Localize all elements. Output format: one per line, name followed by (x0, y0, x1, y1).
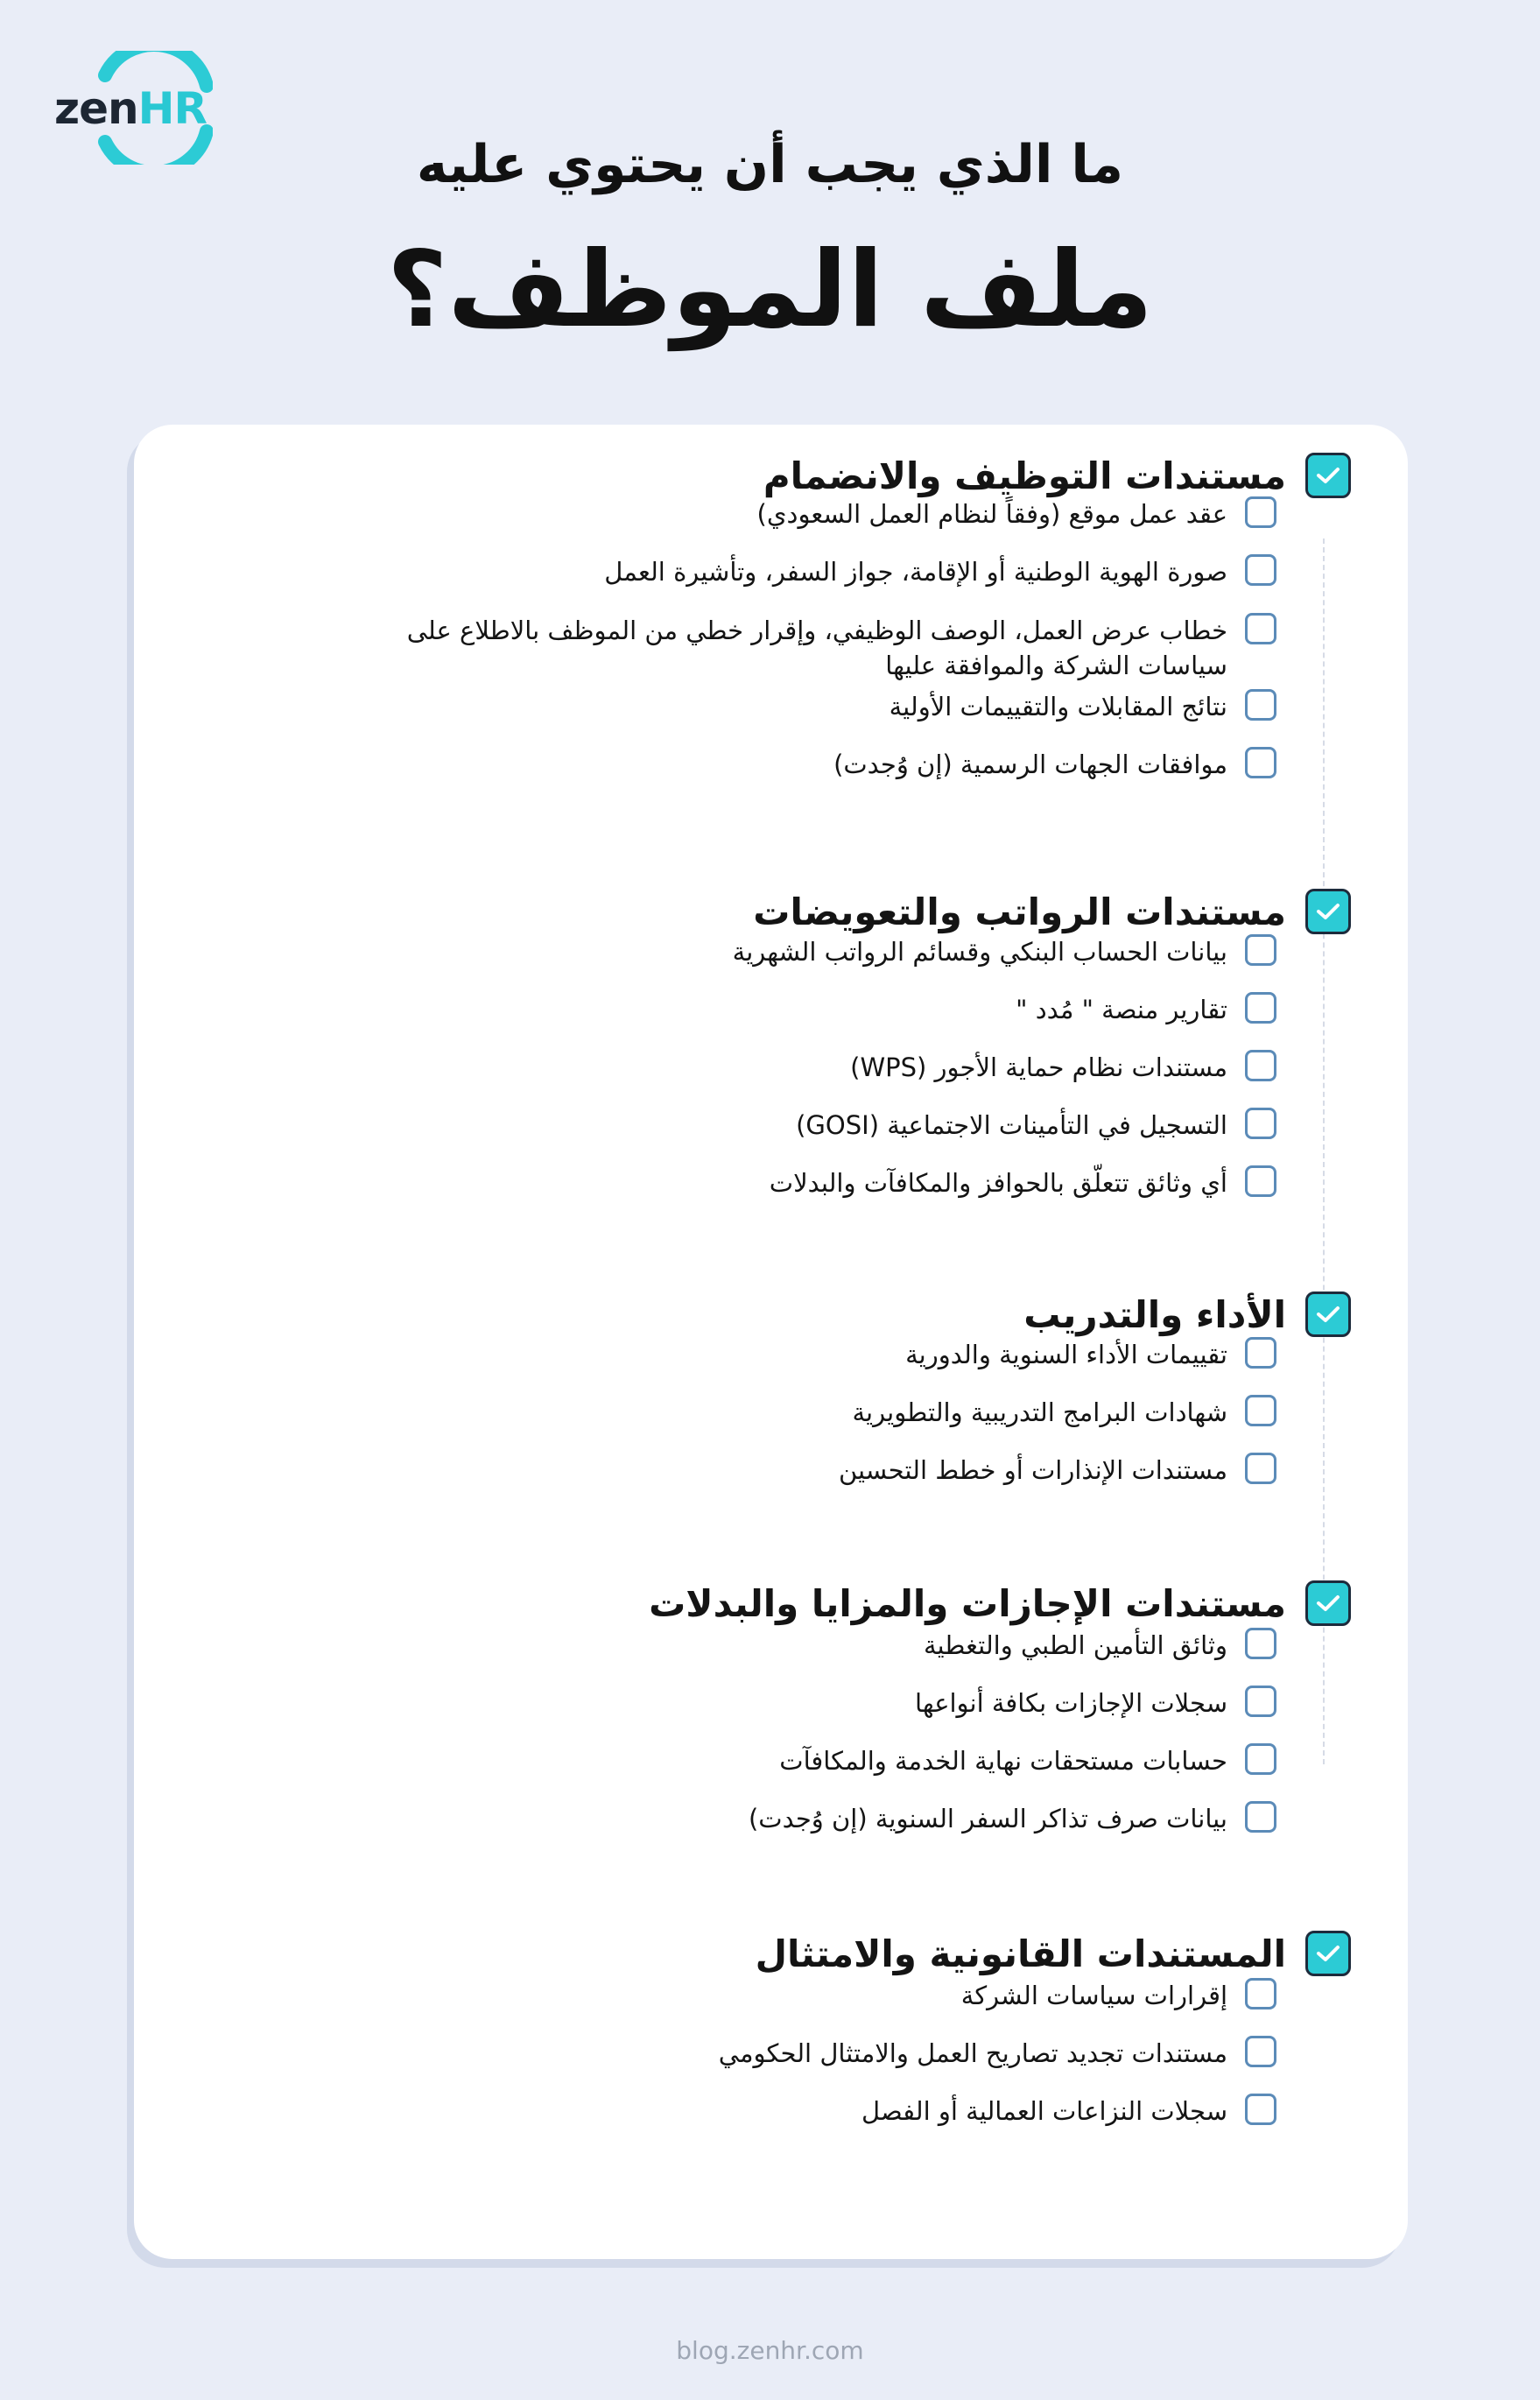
checklist-item[interactable] (850, 1050, 1276, 1085)
item-label: شهادات البرامج التدريبية والتطويرية (852, 1397, 1227, 1427)
section-header (756, 1929, 1351, 1978)
checklist-item[interactable] (905, 1337, 1276, 1372)
checklist-item[interactable] (604, 554, 1276, 589)
item-label: خطاب عرض العمل، الوصف الوظيفي، وإقرار خطي من الموظف بالاطلاع على سياسات الشركة والموافقة عليها (406, 616, 1227, 680)
section-title: المستندات القانونية والامتثال (755, 1932, 1286, 1975)
checklist-item[interactable] (733, 934, 1276, 969)
item-checkbox[interactable] (1245, 934, 1276, 966)
item-checkbox[interactable] (1245, 554, 1276, 586)
logo-prefix: zen (54, 83, 138, 134)
section-title: الأداء والتدريب (1023, 1292, 1286, 1336)
item-label: مستندات نظام حماية الأجور (WPS) (850, 1052, 1227, 1082)
item-label: صورة الهوية الوطنية أو الإقامة، جواز السفر، وتأشيرة العمل (604, 557, 1227, 587)
section-checkbox-checked-icon[interactable] (1305, 889, 1351, 934)
item-label: مستندات الإنذارات أو خطط التحسين (838, 1455, 1227, 1485)
checklist-item[interactable] (915, 1686, 1276, 1721)
item-checkbox[interactable] (1245, 1686, 1276, 1717)
footer-url[interactable]: blog.zenhr.com (676, 2336, 864, 2365)
item-label: أي وثائق تتعلّق بالحوافز والمكافآت والبدلات (769, 1168, 1227, 1198)
item-label: موافقات الجهات الرسمية (إن وُجدت) (833, 750, 1227, 779)
item-label: إقرارات سياسات الشركة (960, 1981, 1227, 2010)
item-label: وثائق التأمين الطبي والتغطية (924, 1630, 1227, 1660)
checklist-item[interactable] (853, 1395, 1277, 1430)
item-checkbox[interactable] (1245, 613, 1276, 644)
item-label: نتائج المقابلات والتقييمات الأولية (889, 692, 1227, 721)
checklist-item[interactable] (890, 689, 1276, 724)
checklist-card (134, 425, 1408, 2259)
item-label: سجلات الإجازات بكافة أنواعها (914, 1688, 1227, 1718)
logo-suffix: HR (137, 83, 207, 134)
item-checkbox[interactable] (1245, 2036, 1276, 2067)
item-checkbox[interactable] (1245, 1978, 1276, 2009)
item-checkbox[interactable] (1245, 1743, 1276, 1775)
checklist-item[interactable] (770, 1165, 1276, 1200)
section-title: مستندات التوظيف والانضمام (763, 454, 1286, 497)
checklist-item[interactable] (961, 1978, 1276, 2013)
logo-wordmark (54, 82, 207, 135)
section-checkbox-checked-icon[interactable] (1305, 453, 1351, 498)
checklist-item[interactable] (924, 1628, 1276, 1663)
section-header (649, 1579, 1351, 1628)
checklist-item[interactable] (326, 613, 1276, 683)
page-subtitle: ما الذي يجب أن يحتوي عليه (416, 134, 1124, 195)
checklist-item[interactable] (757, 496, 1276, 531)
checklist-item[interactable] (1016, 992, 1276, 1027)
item-checkbox[interactable] (1245, 1453, 1276, 1484)
item-label: بيانات الحساب البنكي وقسائم الرواتب الشهرية (732, 937, 1227, 967)
item-label: مستندات تجديد تصاريح العمل والامتثال الحكومي (718, 2038, 1227, 2068)
checklist-item[interactable] (839, 1453, 1276, 1488)
item-checkbox[interactable] (1245, 2094, 1276, 2125)
item-checkbox[interactable] (1245, 1395, 1276, 1426)
item-label: عقد عمل موقع (وفقاً لنظام العمل السعودي) (756, 499, 1227, 529)
page-title: ملف الموظف؟ (386, 229, 1154, 351)
item-checkbox[interactable] (1245, 992, 1276, 1024)
item-checkbox[interactable] (1245, 1801, 1276, 1833)
item-label: حسابات مستحقات نهاية الخدمة والمكافآت (779, 1746, 1227, 1776)
item-checkbox[interactable] (1245, 747, 1276, 778)
checklist-item[interactable] (861, 2094, 1276, 2129)
item-label: التسجيل في التأمينات الاجتماعية (GOSI) (796, 1110, 1227, 1140)
item-checkbox[interactable] (1245, 689, 1276, 721)
checklist-item[interactable] (749, 1801, 1276, 1836)
item-checkbox[interactable] (1245, 1165, 1276, 1197)
checklist-item[interactable] (796, 1108, 1276, 1143)
item-label: بيانات صرف تذاكر السفر السنوية (إن وُجدت) (748, 1804, 1227, 1833)
section-header (763, 451, 1351, 500)
item-checkbox[interactable] (1245, 1337, 1276, 1369)
item-label: تقييمات الأداء السنوية والدورية (905, 1340, 1227, 1369)
item-label: تقارير منصة " مُدد " (1016, 995, 1227, 1024)
section-checkbox-checked-icon[interactable] (1305, 1931, 1351, 1976)
section-header (1023, 1290, 1351, 1339)
item-label: سجلات النزاعات العمالية أو الفصل (861, 2096, 1227, 2126)
section-title: مستندات الإجازات والمزايا والبدلات (649, 1581, 1286, 1625)
item-checkbox[interactable] (1245, 496, 1276, 528)
checklist-item[interactable] (719, 2036, 1276, 2071)
section-checkbox-checked-icon[interactable] (1305, 1291, 1351, 1337)
item-checkbox[interactable] (1245, 1628, 1276, 1659)
checklist-item[interactable] (833, 747, 1276, 782)
checklist-item[interactable] (779, 1743, 1276, 1778)
item-checkbox[interactable] (1245, 1108, 1276, 1139)
item-checkbox[interactable] (1245, 1050, 1276, 1081)
section-header (753, 887, 1351, 936)
section-title: مستندات الرواتب والتعويضات (753, 890, 1286, 933)
section-checkbox-checked-icon[interactable] (1305, 1580, 1351, 1626)
